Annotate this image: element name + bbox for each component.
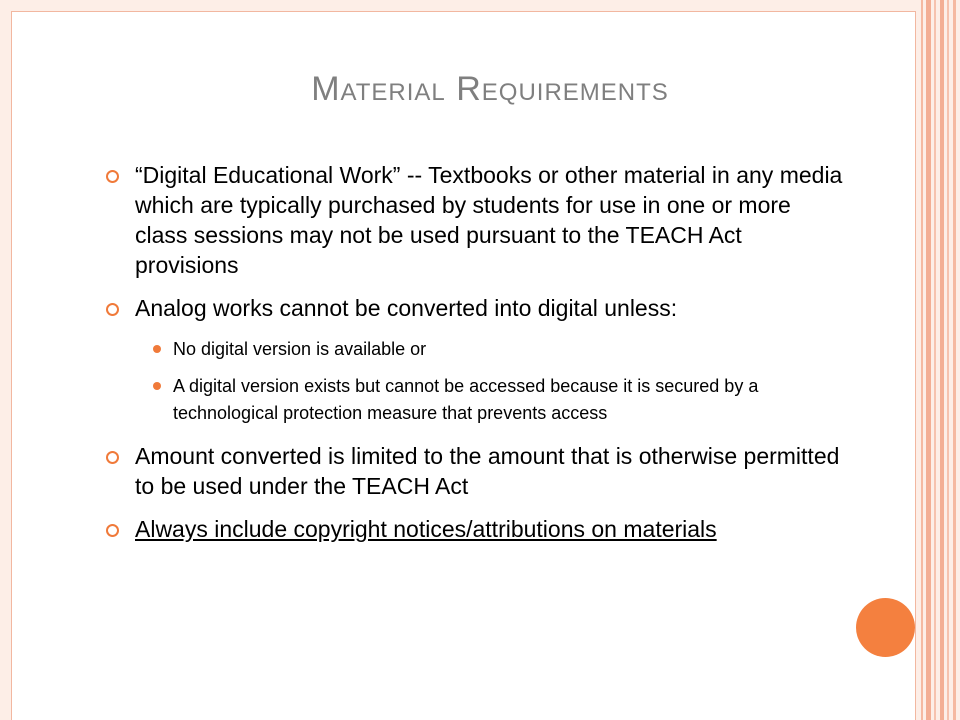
- bullet-text: Amount converted is limited to the amount that is otherwise permitted to be used under the TEACH Act: [135, 443, 840, 499]
- sub-bullet-item: [143, 373, 845, 427]
- decorative-stripe: [947, 0, 949, 720]
- ring-bullet-icon: [106, 170, 119, 183]
- bullet-text: Always include copyright notices/attributions on materials: [135, 516, 717, 542]
- dot-bullet-icon: [153, 382, 161, 390]
- sub-bullet-text: No digital version is available or: [173, 339, 427, 359]
- dot-bullet-icon: [153, 345, 161, 353]
- bullet-item: [105, 293, 845, 323]
- bullet-item: [105, 441, 845, 501]
- decorative-stripe: [934, 0, 936, 720]
- decorative-stripe: [926, 0, 931, 720]
- bullet-item: [105, 514, 845, 544]
- slide-title: Material Requirements: [311, 70, 669, 108]
- bullet-text: “Digital Educational Work” -- Textbooks or other material in any media which are typically purchased by students for use in one or more class sessions may not be used pursuant to the TEACH Act provisions: [135, 162, 843, 278]
- decorative-circle: [856, 598, 915, 657]
- decorative-stripe: [940, 0, 944, 720]
- sub-bullet-text: A digital version exists but cannot be accessed because it is secured by a technological protection measure that prevents access: [173, 376, 759, 423]
- ring-bullet-icon: [106, 303, 119, 316]
- bullet-text: Analog works cannot be converted into digital unless:: [135, 295, 678, 321]
- bullet-item: [105, 160, 845, 280]
- bullet-list: [105, 160, 845, 544]
- decorative-stripe: [953, 0, 956, 720]
- decorative-stripe: [921, 0, 923, 720]
- sub-bullet-item: [143, 336, 845, 363]
- ring-bullet-icon: [106, 451, 119, 464]
- ring-bullet-icon: [106, 524, 119, 537]
